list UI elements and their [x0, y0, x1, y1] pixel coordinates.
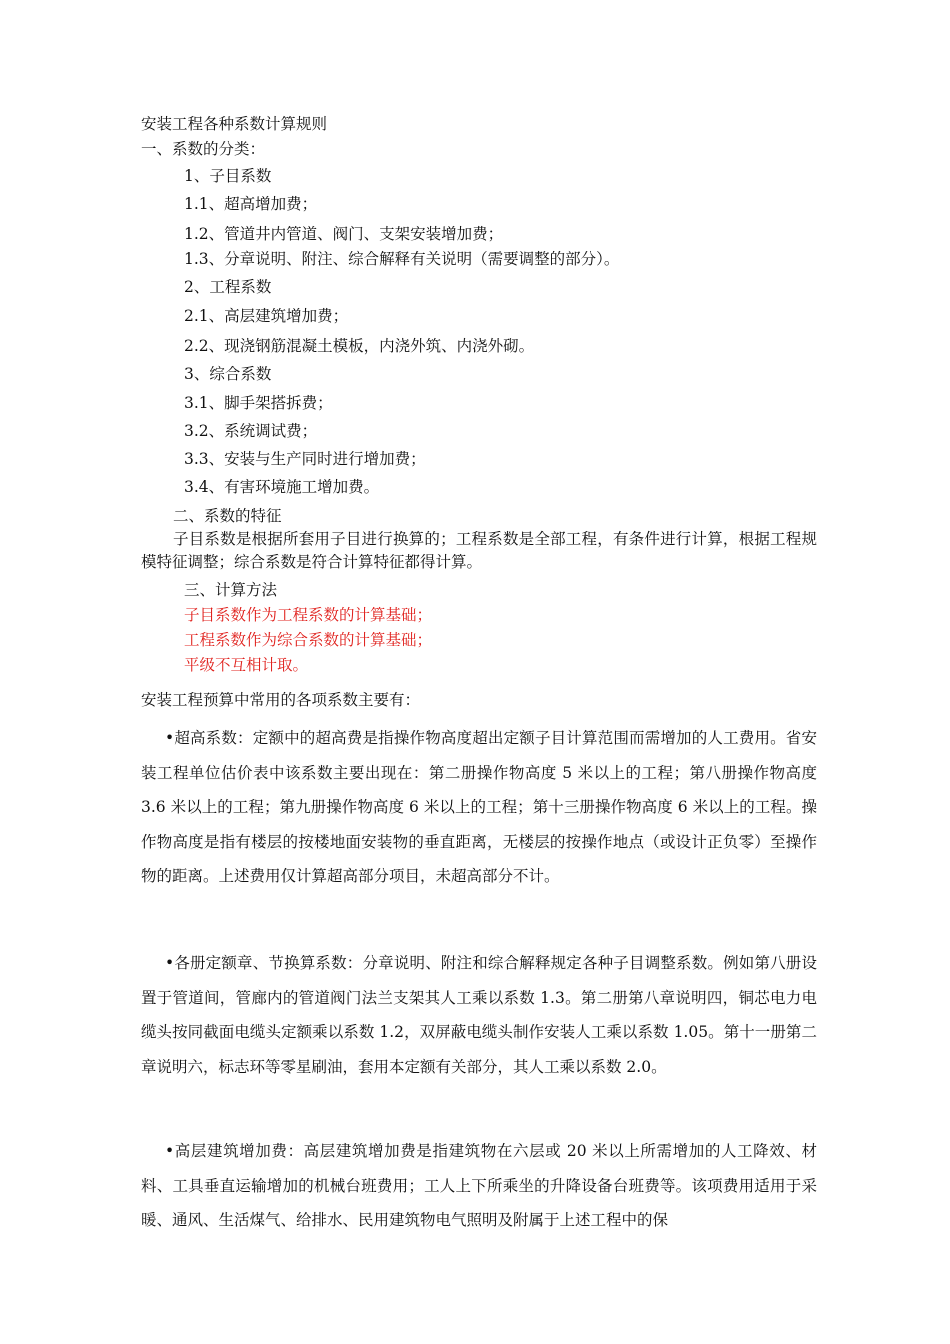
common-coefficients-heading: 安装工程预算中常用的各项系数主要有：	[141, 691, 421, 709]
bullet-paragraph: •超高系数：定额中的超高费是指操作物高度超出定额子目计算范围而需增加的人工费用。省安装工程单位估价表中该系数主要出现在：第二册操作物高度 5 米以上的工程；第八册操作物高度 3.6 米以上的工程；第九册操作物高度 6 米以上的工程；第十三册操作物高度 6 米以上的工程。操作物高度是指有楼层的按楼地面安装物的垂直距离，无楼层的按操作地点（或设计正负零）至操作物的距离。上述费用仅计算超高部分项目，未超高部分不计。	[141, 729, 817, 885]
list-item: 3.2、系统调试费；	[184, 422, 318, 440]
bullet-paragraph: •各册定额章、节换算系数：分章说明、附注和综合解释规定各种子目调整系数。例如第八册设置于管道间，管廊内的管道阀门法兰支架其人工乘以系数 1.3。第二册第八章说明四，铜芯电力电缆头按同截面电缆头定额乘以系数 1.2，双屏蔽电缆头制作安装人工乘以系数 1.05。第十一册第二章说明六，标志环等零星刷油，套用本定额有关部分，其人工乘以系数 2.0。	[141, 954, 817, 1076]
calc-rule: 平级不互相计取。	[184, 656, 309, 674]
list-item: 3.4、有害环境施工增加费。	[184, 478, 380, 496]
list-item: 3.3、安装与生产同时进行增加费；	[184, 450, 426, 468]
section3-heading: 三、计算方法	[184, 581, 278, 599]
section1-heading: 一、系数的分类：	[141, 140, 266, 158]
list-item: 2.1、高层建筑增加费；	[184, 307, 349, 325]
list-item: 1、子目系数	[184, 167, 272, 185]
list-item: 2、工程系数	[184, 278, 272, 296]
list-item: 3.1、脚手架搭拆费；	[184, 394, 333, 412]
list-item: 3、综合系数	[184, 365, 272, 383]
list-item: 1.3、分章说明、附注、综合解释有关说明（需要调整的部分）。	[184, 250, 620, 268]
section2-paragraph: 子目系数是根据所套用子目进行换算的；工程系数是全部工程，有条件进行计算，根据工程规模特征调整；综合系数是符合计算特征都得计算。	[141, 530, 817, 571]
list-item: 1.2、管道井内管道、阀门、支架安装增加费；	[184, 225, 504, 243]
calc-rule: 子目系数作为工程系数的计算基础；	[184, 606, 433, 624]
section2-heading: 二、系数的特征	[173, 507, 282, 525]
list-item: 1.1、超高增加费；	[184, 195, 318, 213]
document-title: 安装工程各种系数计算规则	[141, 115, 328, 133]
bullet-paragraph: •高层建筑增加费：高层建筑增加费是指建筑物在六层或 20 米以上所需增加的人工降效、材料、工具垂直运输增加的机械台班费用；工人上下所乘坐的升降设备台班费等。该项费用适用于采暖、通风、生活煤气、给排水、民用建筑物电气照明及附属于上述工程中的保	[141, 1142, 817, 1229]
calc-rule: 工程系数作为综合系数的计算基础；	[184, 631, 433, 649]
list-item: 2.2、现浇钢筋混凝土模板，内浇外筑、内浇外砌。	[184, 337, 535, 355]
